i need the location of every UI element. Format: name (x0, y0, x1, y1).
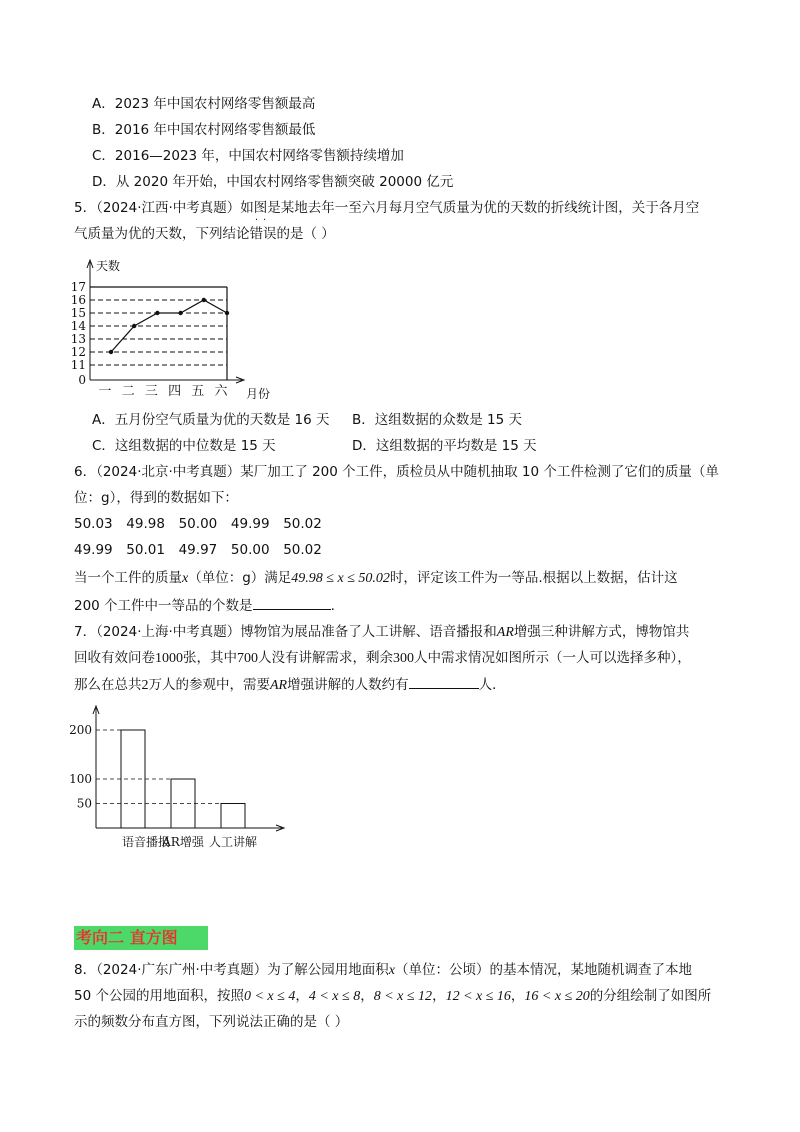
q6-value: 49.99 (230, 516, 270, 532)
emphasis-dots: ·· (254, 215, 272, 226)
q5-option-a: A．五月份空气质量为优的天数是 16 天 (92, 412, 330, 428)
q5-option-c: C．这组数据的中位数是 15 天 (92, 438, 276, 454)
q5-stem-before: 气质量为优的天数，下列结论 (74, 226, 250, 242)
q6-stem-line2: 位：g），得到的数据如下： (74, 490, 238, 506)
q6-value: 49.98 (126, 516, 165, 532)
data-point (202, 298, 206, 302)
answer-blank[interactable] (253, 595, 331, 610)
y-tick-label: 17 (70, 280, 86, 294)
y-tick-label: 11 (70, 358, 86, 372)
data-point (225, 311, 229, 315)
y-axis-arrow (93, 706, 99, 714)
x-axis-label: 月份 (246, 387, 271, 401)
answer-blank[interactable] (409, 674, 479, 689)
x-tick-label: 五 (191, 384, 205, 399)
math-ar: AR (496, 625, 514, 640)
y-tick-label: 100 (69, 772, 92, 786)
q4-option-c: C．2016—2023 年，中国农村网络零售额持续增加 (92, 148, 404, 164)
q6-data-row1 (74, 514, 331, 534)
q5-option-d: D．这组数据的平均数是 15 天 (352, 438, 537, 454)
x-axis-arrow (276, 825, 284, 831)
series-line (111, 300, 227, 352)
q5-stem-after: 的是（ ） (276, 226, 335, 242)
line-chart (0, 0, 800, 410)
q6-stem-line5: 当一个工件的质量x（单位：g）满足49.98 ≤ x ≤ 50.02时，评定该工件为一等品.根据以上数据，估计这 (74, 570, 678, 586)
q6-value: 50.02 (283, 516, 322, 532)
data-point (109, 350, 113, 354)
x-tick-label: 四 (168, 384, 182, 399)
data-point (155, 311, 159, 315)
q6-value: 50.02 (283, 542, 322, 558)
y-tick-label: 14 (70, 319, 86, 333)
q5-stem-line1: 5．（2024·江西·中考真题）如图是某地去年一至六月每月空气质量为优的天数的折线统计图，关于各月空 (74, 200, 700, 216)
q6-value: 50.01 (126, 542, 165, 558)
q6-value: 50.00 (178, 516, 218, 532)
y-tick-label: 16 (70, 293, 86, 307)
x-tick-label: 三 (144, 384, 158, 399)
math-variable-x: x (388, 963, 395, 978)
math-inequality: 49.98 ≤ x ≤ 50.02 (291, 571, 390, 586)
data-point (132, 324, 136, 328)
q4-option-a: A．2023 年中国农村网络零售额最高 (92, 96, 316, 112)
q8-stem-line2: 50 个公园的用地面积，按照0 < x ≤ 4，4 < x ≤ 8，8 < x ≤ 12，12 < x ≤ 16，16 < x ≤ 20的分组绘制了如图所 (74, 988, 712, 1004)
q7-stem-line3: 那么在总共2万人的参观中，需要AR增强讲解的人数约有 人． (74, 674, 506, 696)
math-variable-x: x (182, 571, 189, 586)
q6-value: 50.03 (74, 516, 113, 532)
x-tick-label: 六 (214, 384, 228, 399)
q4-option-d: D．从 2020 年开始，中国农村网络零售额突破 20000 亿元 (92, 174, 454, 190)
q8-stem-line1: 8．（2024·广东广州·中考真题）为了解公园用地面积x（单位：公顷）的基本情况，某地随机调查了本地 (74, 962, 692, 978)
q7-stem-line1: 7．（2024·上海·中考真题）博物馆为展品准备了人工讲解、语音播报和AR增强三种讲解方式，博物馆共 (74, 624, 690, 640)
bar (121, 730, 145, 828)
x-tick-label: 语音播报 (121, 835, 171, 849)
q6-stem-line6: 200 个工件中一等品的个数是 . (74, 595, 335, 616)
q5-option-b: B．这组数据的众数是 15 天 (352, 412, 523, 428)
y-tick-label: 50 (76, 796, 92, 811)
y-tick-label: 13 (70, 332, 86, 346)
y-tick-label: 15 (70, 306, 86, 320)
data-point (178, 311, 182, 315)
x-tick-label: 一 (98, 384, 112, 399)
x-tick-label: 二 (121, 384, 135, 399)
q6-value: 49.99 (74, 542, 113, 558)
y-tick-label: 0 (78, 373, 86, 387)
q6-value: 49.97 (178, 542, 218, 558)
q7-stem-line2: 回收有效问卷1000张，其中700人没有讲解需求，剩余300人中需求情况如图所示（一人可以选择多种）， (74, 650, 691, 666)
bar (221, 804, 245, 829)
q5-emphasis-word: ·· 错误 (249, 215, 277, 242)
y-tick-label: 12 (70, 345, 86, 359)
y-tick-label: 200 (69, 723, 92, 737)
q6-value: 50.00 (230, 542, 270, 558)
x-tick-label: 人工讲解 (208, 835, 258, 849)
x-tick-label: AR增强 (162, 835, 204, 849)
q8-stem-line3: 示的频数分布直方图，下列说法正确的是（ ） (74, 1014, 349, 1030)
y-axis-label: 天数 (96, 259, 121, 273)
q4-option-b: B．2016 年中国农村网络零售额最低 (92, 122, 316, 138)
q6-data-row2 (74, 540, 331, 560)
bar (171, 779, 195, 828)
section-heading: 考向二 直方图 (74, 926, 208, 950)
q6-stem-line1: 6．（2024·北京·中考真题）某厂加工了 200 个工件，质检员从中随机抽取 10 个工件检测了它们的质量（单 (74, 464, 719, 480)
